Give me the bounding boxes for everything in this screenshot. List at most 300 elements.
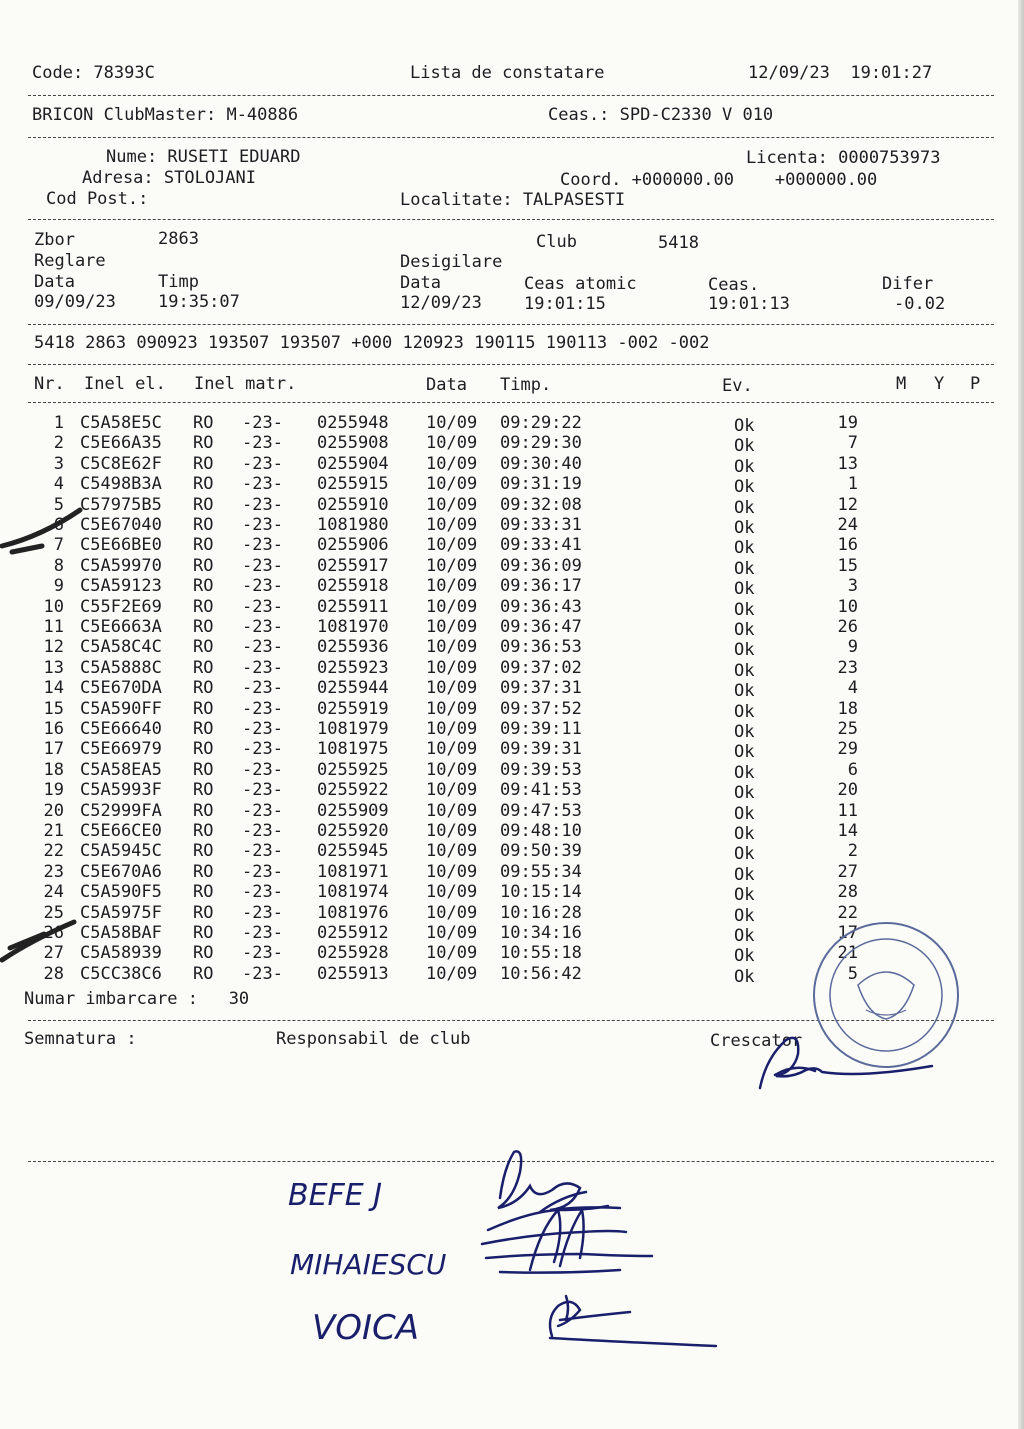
year: -23-	[242, 861, 283, 882]
country: RO	[193, 963, 214, 984]
country: RO	[193, 433, 214, 454]
country: RO	[193, 739, 214, 760]
arrival-time: 09:36:47	[500, 617, 582, 637]
country: RO	[193, 576, 214, 597]
event-status: Ok	[734, 885, 755, 906]
arrival-time: 09:47:53	[500, 800, 582, 821]
col-header-m: M	[896, 374, 907, 394]
event-status: Ok	[734, 803, 755, 824]
boarding-count: Numar imbarcare : 30	[24, 989, 250, 1009]
rank-number: 23	[837, 657, 858, 678]
ring-number: 0255908	[317, 433, 389, 454]
code-line: 5418 2863 090923 193507 193507 +000 120923 190115 190113 -002 -002	[34, 333, 710, 353]
club-responsible-label: Responsabil de club	[276, 1029, 471, 1049]
rank-number: 25	[837, 719, 858, 739]
ring-number: 0255925	[317, 759, 389, 780]
arrival-date: 10/09	[426, 841, 478, 862]
signature-voica-icon	[550, 1296, 716, 1346]
arrival-time: 10:16:28	[500, 902, 582, 923]
arrival-date: 10/09	[426, 433, 478, 454]
rank-number: 16	[837, 535, 858, 556]
event-status: Ok	[734, 640, 755, 661]
event-status: Ok	[734, 681, 755, 702]
year: -23-	[242, 923, 283, 943]
ring-number: 0255928	[317, 943, 389, 964]
code-label: Code: 78393C	[32, 63, 155, 83]
event-status: Ok	[734, 518, 755, 538]
event-status: Ok	[734, 477, 755, 498]
arrival-date: 10/09	[426, 535, 478, 556]
arrival-date: 10/09	[426, 963, 478, 984]
event-status: Ok	[734, 722, 755, 742]
event-status: Ok	[734, 599, 755, 620]
arrival-time: 09:37:52	[500, 698, 582, 719]
electronic-ring: C5A59970	[80, 555, 162, 576]
arrival-date: 10/09	[426, 474, 478, 495]
ring-number: 1081980	[317, 515, 389, 535]
ring-number: 0255913	[317, 963, 389, 984]
row-number: 5	[53, 494, 64, 515]
country: RO	[193, 882, 214, 903]
clock-time: 19:01:13	[708, 294, 790, 314]
rank-number: 20	[837, 780, 858, 801]
year: -23-	[242, 433, 283, 454]
ring-number: 0255948	[317, 413, 389, 433]
electronic-ring: C5A59123	[80, 576, 162, 597]
arrival-time: 09:41:53	[500, 780, 582, 801]
row-number: 17	[43, 739, 64, 760]
difference-value: -0.02	[894, 294, 946, 314]
event-status: Ok	[734, 864, 755, 885]
col-header-data: Data	[426, 375, 467, 395]
arrival-date: 10/09	[426, 821, 478, 841]
country: RO	[193, 535, 214, 556]
arrival-date: 10/09	[426, 637, 478, 658]
signature-befej-icon	[488, 1151, 620, 1230]
arrival-time: 09:36:53	[500, 637, 582, 658]
year: -23-	[242, 535, 283, 556]
year: -23-	[242, 617, 283, 637]
arrival-date: 10/09	[426, 943, 478, 964]
year: -23-	[242, 739, 283, 760]
year: -23-	[242, 780, 283, 801]
arrival-date: 10/09	[426, 882, 478, 903]
ring-number: 0255904	[317, 453, 389, 474]
row-number: 18	[43, 759, 64, 780]
ring-number: 0255912	[317, 923, 389, 943]
rank-number: 29	[837, 739, 858, 760]
handwritten-name-voica: VOICA	[312, 1308, 420, 1348]
rank-number: 15	[837, 555, 858, 576]
ring-number: 0255920	[317, 821, 389, 841]
electronic-ring: C5E66CE0	[80, 821, 162, 841]
row-number: 2	[53, 433, 64, 454]
row-number: 10	[43, 596, 64, 617]
year: -23-	[242, 596, 283, 617]
event-status: Ok	[734, 456, 755, 477]
rank-number: 27	[837, 861, 858, 882]
event-status: Ok	[734, 783, 755, 804]
event-status: Ok	[734, 538, 755, 559]
ring-number: 1081975	[317, 739, 389, 760]
arrival-time: 09:30:40	[500, 453, 582, 474]
pen-mark-icon	[2, 510, 80, 960]
year: -23-	[242, 494, 283, 515]
col-header-inel-matr: Inel matr.	[194, 374, 297, 394]
event-status: Ok	[734, 742, 755, 763]
owner-name: Nume: RUSETI EDUARD	[106, 147, 301, 167]
row-number: 28	[43, 963, 64, 984]
row-number: 24	[43, 882, 64, 903]
event-status: Ok	[734, 558, 755, 579]
row-number: 13	[43, 657, 64, 678]
col-header-inel-el: Inel el.	[84, 374, 166, 394]
event-status: Ok	[734, 966, 755, 987]
year: -23-	[242, 678, 283, 699]
row-number: 19	[43, 780, 64, 801]
country: RO	[193, 719, 214, 739]
electronic-ring: C5E670A6	[80, 861, 162, 882]
arrival-time: 09:37:31	[500, 678, 582, 699]
rank-number: 17	[837, 923, 858, 943]
event-status: Ok	[734, 620, 755, 640]
row-number: 3	[53, 453, 64, 474]
event-status: Ok	[734, 905, 755, 926]
signature-label: Semnatura :	[24, 1029, 137, 1049]
ring-number: 0255945	[317, 841, 389, 862]
arrival-date: 10/09	[426, 617, 478, 637]
col-header-ev: Ev.	[722, 376, 753, 396]
country: RO	[193, 494, 214, 515]
col-header-nr: Nr.	[34, 374, 65, 394]
year: -23-	[242, 841, 283, 862]
electronic-ring: C5A58BAF	[80, 923, 162, 943]
country: RO	[193, 759, 214, 780]
arrival-date: 10/09	[426, 494, 478, 515]
arrival-date: 10/09	[426, 576, 478, 597]
electronic-ring: C5E66A35	[80, 433, 162, 454]
year: -23-	[242, 515, 283, 535]
ring-number: 1081979	[317, 719, 389, 739]
postal-code: Cod Post.:	[46, 189, 149, 209]
arrival-date: 10/09	[426, 698, 478, 719]
electronic-ring: C5E66979	[80, 739, 162, 760]
arrival-date: 10/09	[426, 800, 478, 821]
ring-number: 1081970	[317, 617, 389, 637]
electronic-ring: C57975B5	[80, 494, 162, 515]
ring-number: 1081976	[317, 902, 389, 923]
license-number: Licenta: 0000753973	[746, 148, 941, 168]
year: -23-	[242, 453, 283, 474]
signature-mihaiescu-icon	[482, 1210, 652, 1273]
rank-number: 28	[837, 882, 858, 903]
electronic-ring: C5E670DA	[80, 678, 162, 699]
ring-number: 0255936	[317, 637, 389, 658]
country: RO	[193, 474, 214, 495]
arrival-date: 10/09	[426, 780, 478, 801]
electronic-ring: C5A5993F	[80, 780, 162, 801]
ring-number: 0255918	[317, 576, 389, 597]
rank-number: 24	[837, 515, 858, 535]
event-status: Ok	[734, 762, 755, 783]
year: -23-	[242, 413, 283, 433]
row-number: 21	[43, 821, 64, 841]
arrival-date: 10/09	[426, 515, 478, 535]
rank-number: 10	[837, 596, 858, 617]
arrival-date: 10/09	[426, 596, 478, 617]
rank-number: 3	[847, 576, 858, 597]
event-status: Ok	[734, 926, 755, 946]
electronic-ring: C5A5975F	[80, 902, 162, 923]
handwritten-name-befej: BEFE J	[288, 1178, 383, 1213]
year: -23-	[242, 963, 283, 984]
atomic-clock-label: Ceas atomic	[524, 274, 637, 294]
electronic-ring: C5A590F5	[80, 882, 162, 903]
ring-number: 1081971	[317, 861, 389, 882]
year: -23-	[242, 902, 283, 923]
row-number: 22	[43, 841, 64, 862]
event-status: Ok	[734, 844, 755, 865]
rank-number: 13	[837, 453, 858, 474]
event-status: Ok	[734, 701, 755, 722]
reglare-date: 09/09/23	[34, 292, 116, 312]
timp-label: Timp	[158, 272, 199, 292]
arrival-time: 09:33:31	[500, 515, 582, 535]
arrival-date: 10/09	[426, 739, 478, 760]
clock-id: Ceas.: SPD-C2330 V 010	[548, 105, 774, 125]
electronic-ring: C55F2E69	[80, 596, 162, 617]
country: RO	[193, 515, 214, 535]
arrival-date: 10/09	[426, 759, 478, 780]
country: RO	[193, 698, 214, 719]
rank-number: 6	[847, 759, 858, 780]
ring-number: 0255944	[317, 678, 389, 699]
breeder-label: Crescator	[710, 1031, 803, 1051]
arrival-date: 10/09	[426, 902, 478, 923]
ring-number: 0255919	[317, 698, 389, 719]
flight-label: Zbor	[34, 230, 75, 250]
rank-number: 12	[837, 494, 858, 515]
electronic-ring: C5A590FF	[80, 698, 162, 719]
clubmaster-id: BRICON ClubMaster: M-40886	[32, 105, 299, 125]
electronic-ring: C5C8E62F	[80, 453, 162, 474]
event-status: Ok	[734, 824, 755, 844]
electronic-ring: C5A58939	[80, 943, 162, 964]
handwritten-name-mihaiescu: MIHAIESCU	[290, 1248, 447, 1281]
arrival-date: 10/09	[426, 657, 478, 678]
rank-number: 4	[847, 678, 858, 699]
row-number: 23	[43, 861, 64, 882]
flight-number: 2863	[158, 229, 199, 249]
electronic-ring: C52999FA	[80, 800, 162, 821]
electronic-ring: C5E6663A	[80, 617, 162, 637]
country: RO	[193, 861, 214, 882]
row-number: 11	[43, 617, 64, 637]
arrival-time: 09:39:53	[500, 759, 582, 780]
arrival-date: 10/09	[426, 923, 478, 943]
year: -23-	[242, 637, 283, 658]
event-status: Ok	[734, 579, 755, 600]
arrival-time: 09:39:11	[500, 719, 582, 739]
rank-number: 11	[837, 800, 858, 821]
arrival-time: 09:50:39	[500, 841, 582, 862]
row-number: 26	[43, 923, 64, 943]
ring-number: 0255909	[317, 800, 389, 821]
country: RO	[193, 657, 214, 678]
row-number: 7	[53, 535, 64, 556]
arrival-time: 09:36:43	[500, 596, 582, 617]
year: -23-	[242, 576, 283, 597]
arrival-time: 09:48:10	[500, 821, 582, 841]
country: RO	[193, 413, 214, 433]
year: -23-	[242, 698, 283, 719]
country: RO	[193, 617, 214, 637]
desigilare-date: 12/09/23	[400, 293, 482, 313]
arrival-time: 09:36:17	[500, 576, 582, 597]
reglare-label: Reglare	[34, 251, 106, 271]
rank-number: 5	[847, 963, 858, 984]
country: RO	[193, 800, 214, 821]
rank-number: 2	[847, 841, 858, 862]
electronic-ring: C5A58E5C	[80, 413, 162, 433]
arrival-time: 09:39:31	[500, 739, 582, 760]
event-status: Ok	[734, 660, 755, 681]
rank-number: 9	[847, 637, 858, 658]
rank-number: 7	[847, 433, 858, 454]
owner-address: Adresa: STOLOJANI	[82, 168, 256, 188]
row-number: 16	[43, 719, 64, 739]
row-number: 27	[43, 943, 64, 964]
row-number: 8	[53, 555, 64, 576]
year: -23-	[242, 759, 283, 780]
page-title: Lista de constatare	[410, 63, 605, 83]
col-header-y: Y	[934, 374, 945, 394]
arrival-time: 09:55:34	[500, 861, 582, 882]
arrival-time: 09:29:30	[500, 433, 582, 454]
club-number: 5418	[658, 233, 699, 253]
electronic-ring: C5CC38C6	[80, 963, 162, 984]
country: RO	[193, 902, 214, 923]
year: -23-	[242, 800, 283, 821]
rank-number: 26	[837, 617, 858, 637]
year: -23-	[242, 821, 283, 841]
ring-number: 0255911	[317, 596, 389, 617]
row-number: 15	[43, 698, 64, 719]
locality: Localitate: TALPASESTI	[400, 190, 626, 210]
arrival-time: 10:56:42	[500, 963, 582, 984]
row-number: 6	[53, 515, 64, 535]
ring-number: 0255922	[317, 780, 389, 801]
electronic-ring: C5E66BE0	[80, 535, 162, 556]
arrival-time: 10:55:18	[500, 943, 582, 964]
row-number: 14	[43, 678, 64, 699]
row-number: 9	[53, 576, 64, 597]
year: -23-	[242, 882, 283, 903]
country: RO	[193, 453, 214, 474]
arrival-date: 10/09	[426, 678, 478, 699]
row-number: 1	[53, 413, 64, 433]
event-status: Ok	[734, 436, 755, 457]
row-number: 12	[43, 637, 64, 658]
ring-number: 0255923	[317, 657, 389, 678]
desig-data-label: Data	[400, 273, 441, 293]
ring-number: 0255915	[317, 474, 389, 495]
country: RO	[193, 821, 214, 841]
breeder-signature-icon	[760, 1038, 932, 1088]
country: RO	[193, 943, 214, 964]
row-number: 25	[43, 902, 64, 923]
electronic-ring: C5A5945C	[80, 841, 162, 862]
arrival-time: 09:29:22	[500, 413, 582, 433]
electronic-ring: C5A58C4C	[80, 637, 162, 658]
electronic-ring: C5A58EA5	[80, 759, 162, 780]
country: RO	[193, 841, 214, 862]
col-header-timp: Timp.	[500, 375, 552, 395]
year: -23-	[242, 555, 283, 576]
rank-number: 18	[837, 698, 858, 719]
arrival-time: 09:33:41	[500, 535, 582, 556]
difference-label: Difer	[882, 274, 934, 294]
desigilare-label: Desigilare	[400, 252, 503, 272]
col-header-p: P	[970, 374, 981, 394]
row-number: 20	[43, 800, 64, 821]
event-status: Ok	[734, 497, 755, 518]
arrival-date: 10/09	[426, 453, 478, 474]
row-number: 4	[53, 474, 64, 495]
year: -23-	[242, 943, 283, 964]
country: RO	[193, 555, 214, 576]
arrival-time: 09:37:02	[500, 657, 582, 678]
atomic-clock-time: 19:01:15	[524, 294, 606, 314]
arrival-date: 10/09	[426, 555, 478, 576]
year: -23-	[242, 719, 283, 739]
rank-number: 1	[847, 474, 858, 495]
rank-number: 22	[837, 902, 858, 923]
event-status: Ok	[734, 416, 755, 436]
ring-number: 0255906	[317, 535, 389, 556]
electronic-ring: C5A5888C	[80, 657, 162, 678]
print-datetime: 12/09/23 19:01:27	[748, 63, 933, 83]
ring-number: 1081974	[317, 882, 389, 903]
year: -23-	[242, 657, 283, 678]
event-status: Ok	[734, 946, 755, 967]
ring-number: 0255917	[317, 555, 389, 576]
country: RO	[193, 923, 214, 943]
arrival-time: 10:15:14	[500, 882, 582, 903]
arrival-date: 10/09	[426, 861, 478, 882]
club-stamp-icon	[814, 923, 958, 1067]
arrival-time: 10:34:16	[500, 923, 582, 943]
electronic-ring: C5E67040	[80, 515, 162, 535]
year: -23-	[242, 474, 283, 495]
country: RO	[193, 780, 214, 801]
coordinates: Coord. +000000.00 +000000.00	[560, 170, 878, 190]
arrival-date: 10/09	[426, 719, 478, 739]
country: RO	[193, 596, 214, 617]
arrival-time: 09:31:19	[500, 474, 582, 495]
country: RO	[193, 637, 214, 658]
clock-label: Ceas.	[708, 275, 760, 295]
rank-number: 14	[837, 821, 858, 841]
data-label: Data	[34, 272, 75, 292]
arrival-time: 09:32:08	[500, 494, 582, 515]
electronic-ring: C5498B3A	[80, 474, 162, 495]
rank-number: 19	[837, 413, 858, 433]
reglare-time: 19:35:07	[158, 292, 240, 312]
ring-number: 0255910	[317, 494, 389, 515]
arrival-date: 10/09	[426, 413, 478, 433]
rank-number: 21	[837, 943, 858, 964]
